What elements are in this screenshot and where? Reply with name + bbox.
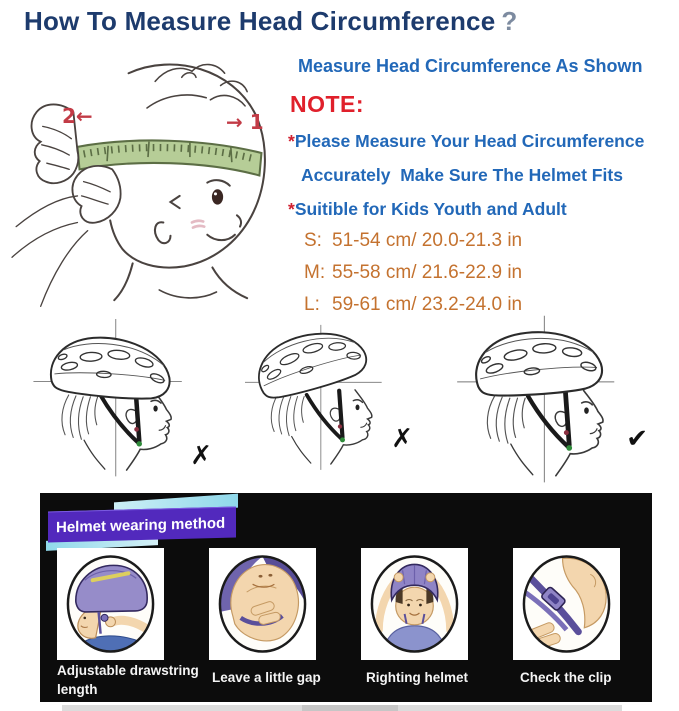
- fit-example-tilted-back: [240, 318, 415, 480]
- subtitle: Measure Head Circumference As Shown: [298, 56, 643, 76]
- size-label-m: M:: [304, 262, 326, 283]
- step-caption-drawstring: Adjustable drawstring length: [57, 663, 199, 697]
- note-line-3-text: Suitible for Kids Youth and Adult: [294, 199, 567, 219]
- step-caption-clip: Check the clip: [520, 670, 612, 685]
- size-label-l: L:: [304, 294, 320, 315]
- size-row-s: [304, 230, 678, 252]
- asterisk: *: [288, 131, 295, 151]
- size-label-s: S:: [304, 230, 322, 251]
- step-card-gap: [209, 548, 316, 660]
- size-value-l: 59-61 cm/ 23.2-24.0 in: [332, 294, 523, 315]
- tape-step1-number: 1: [249, 110, 264, 134]
- step-illustration-gap-svg: [213, 552, 312, 656]
- step-illustration-righting-svg: [365, 552, 464, 656]
- size-value-m: 55-58 cm/ 21.6-22.9 in: [332, 262, 523, 283]
- size-list: [304, 230, 678, 316]
- tape-measure-illustration-svg: [10, 46, 286, 308]
- step-illustration-clip-svg: [517, 552, 616, 656]
- instructions-column: [288, 56, 678, 316]
- note-line-1-text: Please Measure Your Head Circumference: [294, 131, 645, 151]
- asterisk: *: [288, 199, 295, 219]
- wearing-method-panel: [40, 493, 652, 702]
- page-title-question-mark: ?: [501, 6, 518, 36]
- badge-label: Helmet wearing method: [48, 507, 236, 543]
- page-title: [24, 6, 517, 37]
- note-line-2: Accurately Make Sure The Helmet Fits: [301, 165, 623, 185]
- tape-step2-label: [62, 104, 93, 128]
- note-line-3: [288, 199, 678, 220]
- size-value-s: 51-54 cm/ 20.0-21.3 in: [332, 230, 523, 251]
- step-caption-righting: Righting helmet: [366, 670, 468, 685]
- measuring-illustration: [10, 46, 286, 308]
- incorrect-x-mark: ✗: [190, 441, 212, 471]
- incorrect-x-mark: ✗: [391, 424, 413, 454]
- step-card-drawstring: [57, 548, 164, 660]
- fit-example-correct: [448, 310, 656, 492]
- note-line-1: [288, 131, 678, 152]
- left-arrow-icon: ←: [75, 104, 93, 128]
- step-illustration-drawstring-svg: [61, 552, 160, 656]
- step-caption-gap: Leave a little gap: [212, 670, 321, 685]
- step-card-clip: [513, 548, 620, 660]
- step-card-righting: [361, 548, 468, 660]
- right-arrow-icon: →: [226, 110, 243, 134]
- helmet-fit-figure-svg: [448, 310, 656, 492]
- tape-step2-number: 2: [62, 104, 76, 128]
- correct-check-mark: ✔: [626, 424, 648, 454]
- size-row-m: [304, 262, 678, 284]
- note-heading: NOTE:: [290, 91, 365, 117]
- page-title-text: How To Measure Head Circumference: [24, 6, 496, 36]
- tape-step1-label: [226, 110, 264, 134]
- bottom-edge-artifact: [62, 705, 622, 711]
- helmet-fit-figure-svg: [240, 318, 415, 480]
- fit-example-tilted-forward: [28, 312, 218, 487]
- wearing-method-badge: [46, 497, 242, 551]
